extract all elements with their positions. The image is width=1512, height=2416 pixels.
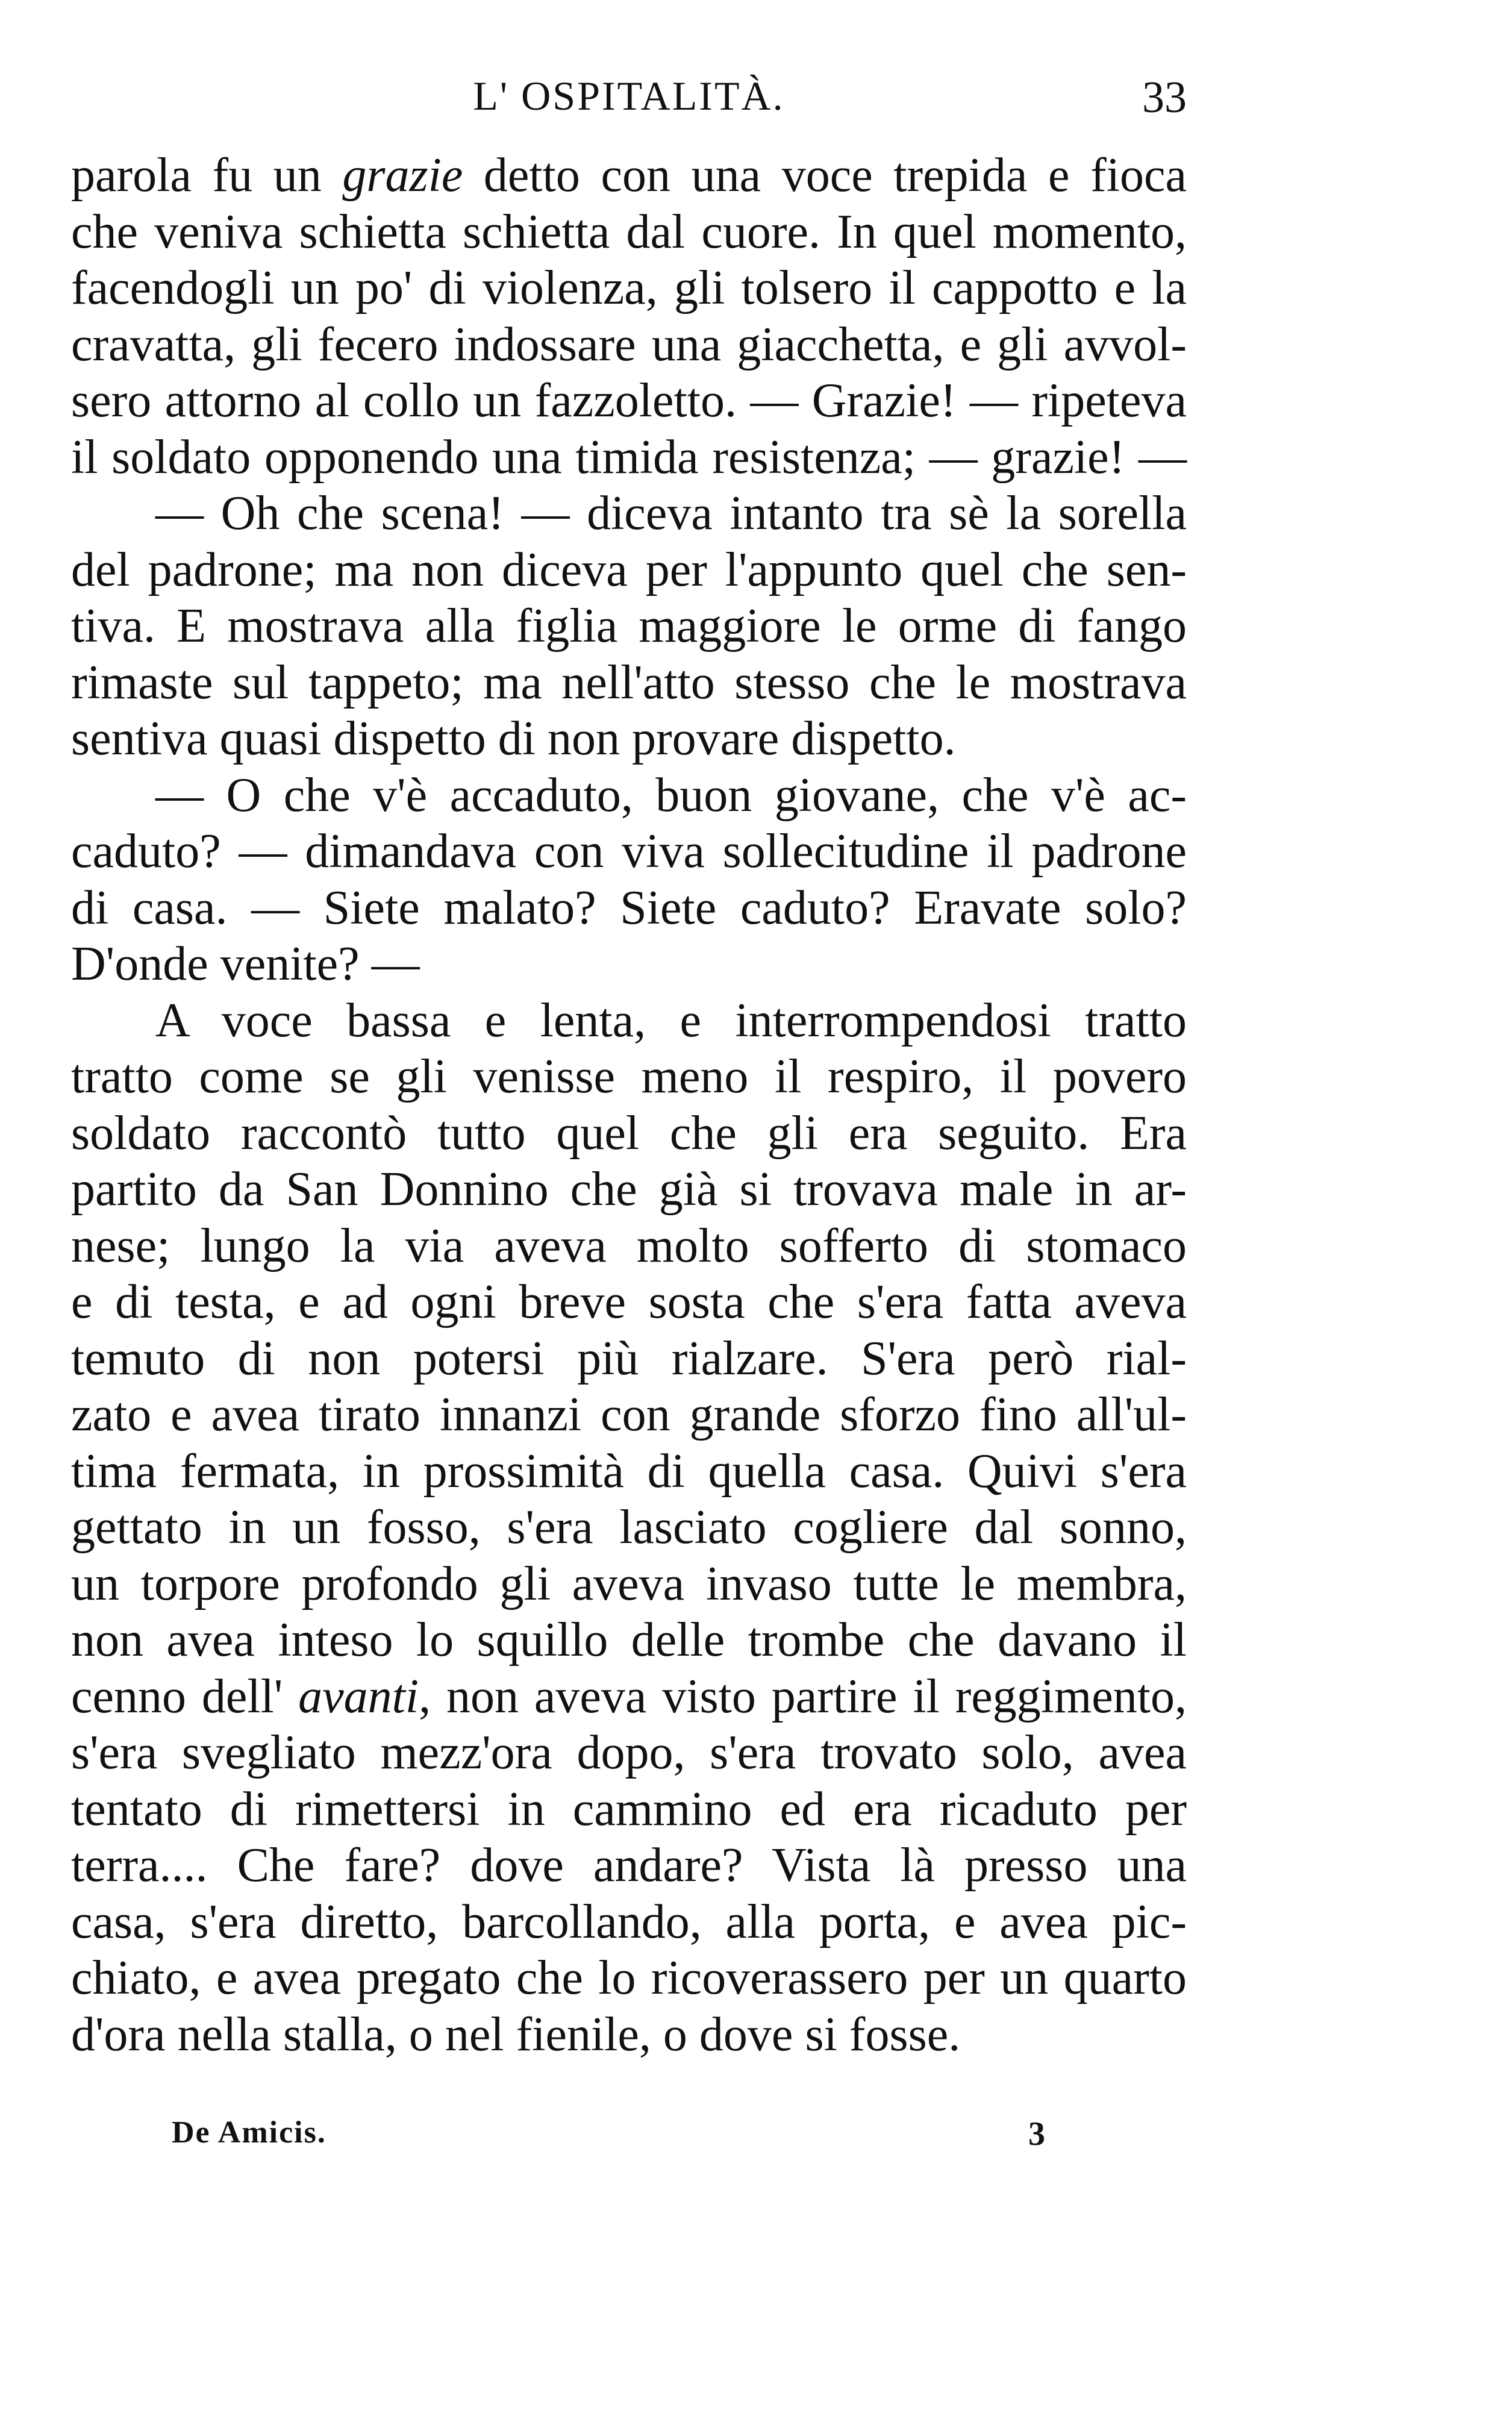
text-line: del padrone; ma non diceva per l'appunto quel che sen-: [71, 543, 1187, 596]
text-line: rimaste sul tappeto; ma nell'atto stesso che le mostrava: [71, 656, 1187, 709]
text-line: gettato in un fosso, s'era lasciato cogliere dal sonno,: [71, 1501, 1187, 1554]
page-footer: [172, 2115, 1045, 2169]
text-line: chiato, e avea pregato che lo ricoverassero per un quarto: [71, 1951, 1187, 2004]
text-line: il soldato opponendo una timida resistenza; — grazie! —: [71, 430, 1187, 484]
text-line: casa, s'era diretto, barcollando, alla porta, e avea pic-: [71, 1895, 1187, 1948]
text-body: [71, 148, 1187, 2063]
text-line: che veniva schietta schietta dal cuore. In quel momento,: [71, 205, 1187, 258]
text-line: s'era svegliato mezz'ora dopo, s'era trovato solo, avea: [71, 1726, 1187, 1779]
text-line: — Oh che scena! — diceva intanto tra sè la sorella: [155, 487, 1187, 540]
text-line: sero attorno al collo un fazzoletto. — Grazie! — ripeteva: [71, 374, 1187, 427]
text-segment: parola fu un: [71, 149, 343, 202]
text-segment: , non aveva visto partire il reggimento,: [419, 1670, 1187, 1723]
text-line: un torpore profondo gli aveva invaso tutte le membra,: [71, 1557, 1187, 1610]
page-header: [71, 72, 1187, 139]
text-line: A voce bassa e lenta, e interrompendosi tratto: [155, 994, 1187, 1047]
page-number: 33: [1142, 73, 1187, 122]
text-line: facendogli un po' di violenza, gli tolsero il cappotto e la: [71, 261, 1187, 315]
text-line: — O che v'è accaduto, buon giovane, che v'è ac-: [155, 768, 1187, 822]
signature-number: 3: [1028, 2115, 1045, 2153]
text-line: sentiva quasi dispetto di non provare dispetto.: [71, 712, 956, 765]
text-line: d'ora nella stalla, o nel fienile, o dove si fosse.: [71, 2008, 961, 2061]
text-segment: cenno dell': [71, 1670, 299, 1723]
text-line: temuto di non potersi più rialzare. S'era però rial-: [71, 1332, 1187, 1385]
text-line: [71, 1669, 1187, 1726]
text-line: tentato di rimettersi in cammino ed era ricaduto per: [71, 1782, 1187, 1836]
text-line: tiva. E mostrava alla figlia maggiore le orme di fango: [71, 599, 1187, 653]
text-segment: detto con una voce trepida e fioca: [463, 149, 1187, 202]
text-line: non avea inteso lo squillo delle trombe che davano il: [71, 1613, 1187, 1666]
italic-word: avanti: [298, 1670, 419, 1723]
text-line: cravatta, gli fecero indossare una giacchetta, e gli avvol-: [71, 318, 1187, 371]
text-line: di casa. — Siete malato? Siete caduto? Eravate solo?: [71, 881, 1187, 934]
text-line: tima fermata, in prossimità di quella casa. Quivi s'era: [71, 1444, 1187, 1498]
text-line: D'onde venite? —: [71, 937, 420, 990]
signature-mark: De Amicis.: [172, 2115, 326, 2150]
italic-word: grazie: [342, 149, 463, 202]
text-line: nese; lungo la via aveva molto sofferto di stomaco: [71, 1219, 1187, 1272]
text-line: tratto come se gli venisse meno il respiro, il povero: [71, 1050, 1187, 1103]
text-line: [71, 148, 1187, 204]
text-line: partito da San Donnino che già si trovava male in ar-: [71, 1163, 1187, 1216]
text-line: soldato raccontò tutto quel che gli era seguito. Era: [71, 1106, 1187, 1160]
text-line: zato e avea tirato innanzi con grande sforzo fino all'ul-: [71, 1388, 1187, 1441]
text-line: e di testa, e ad ogni breve sosta che s'era fatta aveva: [71, 1275, 1187, 1328]
running-title: L' OSPITALITÀ.: [473, 73, 785, 119]
text-line: caduto? — dimandava con viva sollecitudine il padrone: [71, 825, 1187, 878]
text-line: terra.... Che fare? dove andare? Vista là presso una: [71, 1839, 1187, 1892]
